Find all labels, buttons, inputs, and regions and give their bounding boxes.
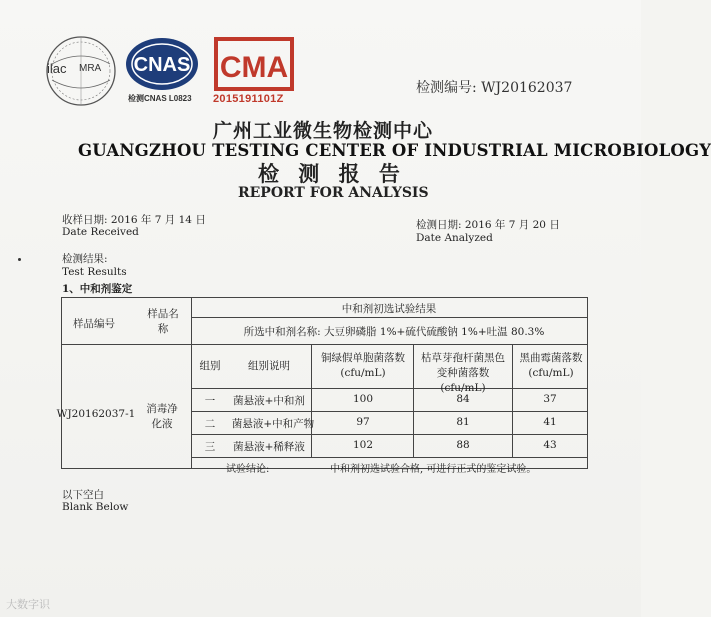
watermark: 大数字识 — [6, 598, 50, 611]
sample-no-value: WJ20162037-1 — [56, 408, 136, 420]
row-2-desc: 菌悬液+中和产物 — [231, 418, 315, 430]
org-name-cn: 广州工业微生物检测中心 — [213, 120, 434, 142]
header-group-desc: 组别说明 — [248, 360, 290, 372]
blank-below-en: Blank Below — [62, 501, 129, 513]
row-1-group: 一 — [204, 395, 216, 407]
row-3-value-2: 88 — [456, 439, 470, 451]
ilac-label: ilac — [47, 61, 67, 76]
doc-title-cn: 检 测 报 告 — [258, 161, 406, 186]
date-analyzed-cn: 检测日期: 2016 年 7 月 20 日 — [416, 219, 560, 231]
header-group: 组别 — [199, 360, 221, 372]
row-2-group: 二 — [204, 418, 216, 430]
sample-name-value: 消毒净化液 — [146, 403, 178, 430]
neutralizer-results-table — [56, 297, 588, 475]
row-2-value-3: 41 — [543, 416, 557, 428]
row-2-value-2: 81 — [456, 416, 470, 428]
cma-logo — [214, 37, 294, 91]
results-label-cn: 检测结果: — [62, 253, 108, 265]
date-received-en: Date Received — [62, 226, 139, 238]
row-1-value-2: 84 — [456, 393, 470, 405]
date-received-cn: 收样日期: 2016 年 7 月 14 日 — [62, 214, 206, 226]
conclusion-label: 试验结论: — [226, 464, 270, 475]
cma-logo-text: CMA — [219, 51, 289, 84]
row-3-group: 三 — [204, 441, 216, 453]
row-2-value-1: 97 — [356, 416, 370, 428]
neutralizer-name: 所选中和剂名称: 大豆卵磷脂 1%+硫代硫酸钠 1%+吐温 80.3% — [243, 326, 545, 338]
result-title: 中和剂初选试验结果 — [341, 303, 437, 315]
header-b-subtilis: 枯草芽孢杆菌黑色变种菌落数 (cfu/mL) — [421, 352, 505, 394]
doc-title-en: REPORT FOR ANALYSIS — [238, 185, 429, 201]
header-sample-no: 样品编号 — [73, 318, 115, 330]
report-number: 检测编号: WJ20162037 — [416, 80, 573, 96]
cma-caption: 2015191101Z — [213, 93, 284, 105]
conclusion-text: 中和剂初选试验合格, 可进行正式的鉴定试验。 — [330, 464, 537, 475]
blank-below-cn: 以下空白 — [62, 489, 104, 501]
row-1-value-3: 37 — [543, 393, 557, 405]
row-3-value-1: 102 — [352, 439, 374, 451]
date-analyzed-en: Date Analyzed — [416, 232, 493, 244]
header-sample-name: 样品名称 — [147, 308, 179, 335]
header-a-niger: 黑曲霉菌落数 (cfu/mL) — [519, 352, 583, 379]
results-label-en: Test Results — [62, 266, 127, 278]
cnas-logo — [124, 36, 200, 92]
cnas-logo-text: CNAS — [133, 54, 191, 76]
org-name-en: GUANGZHOU TESTING CENTER OF INDUSTRIAL MICROBIOLOGY — [78, 141, 711, 160]
mra-label: MRA — [79, 63, 102, 74]
row-1-desc: 菌悬液+中和剂 — [233, 395, 305, 407]
row-3-value-3: 43 — [543, 439, 557, 451]
row-1-value-1: 100 — [352, 393, 374, 405]
row-3-desc: 菌悬液+稀释液 — [233, 441, 305, 453]
cnas-caption: 检测CNAS L0823 — [128, 94, 192, 103]
margin-dot — [18, 258, 21, 261]
section-title: 1、中和剂鉴定 — [62, 283, 133, 295]
header-p-aeruginosa: 铜绿假单胞菌落数 (cfu/mL) — [321, 352, 405, 379]
